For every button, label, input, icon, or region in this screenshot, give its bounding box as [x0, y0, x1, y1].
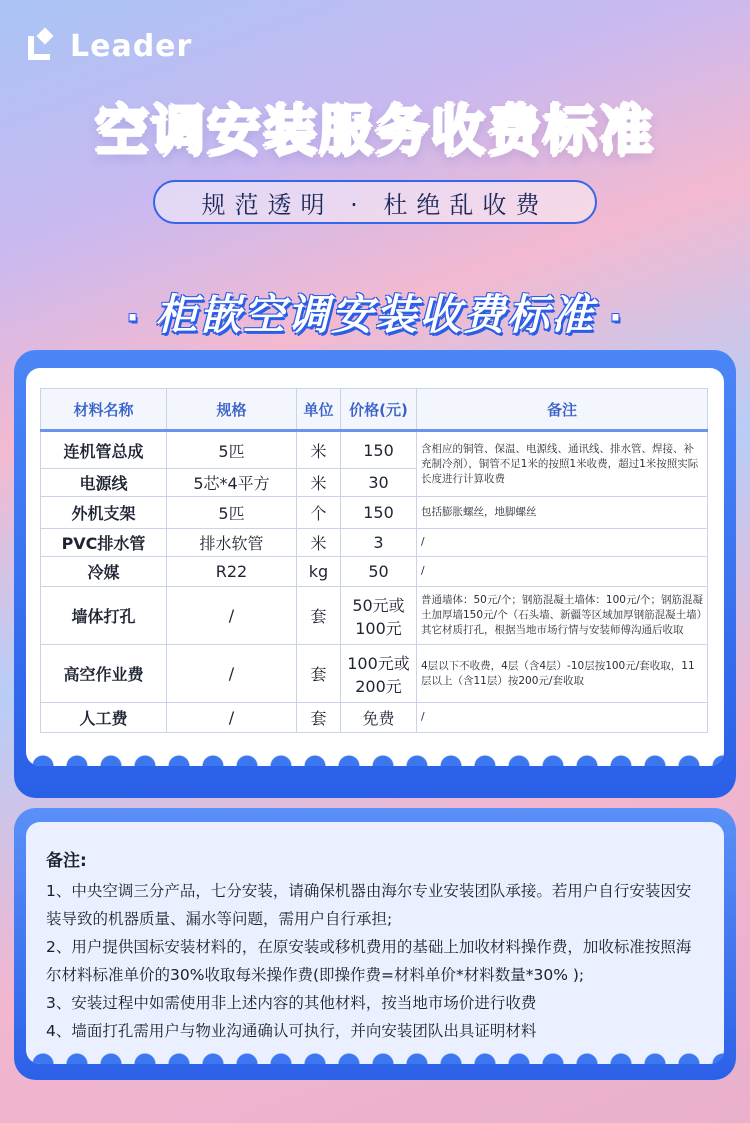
- cell-note: 普通墙体：50元/个；钢筋混凝土墙体：100元/个；钢筋混凝土加厚墙150元/个（石头墙、新疆等区域加厚钢筋混凝土墙）其它材质打孔，根据当地市场行情与安装师傅沟通后收取: [417, 587, 708, 645]
- table-row: [41, 431, 708, 469]
- cell-spec: 5芯*4平方: [167, 469, 297, 497]
- cell-unit: 套: [297, 587, 341, 645]
- brand-logo: [28, 28, 192, 64]
- scallop-border: [26, 742, 724, 766]
- cell-name: 连机管总成: [41, 431, 167, 469]
- col-header-note: 备注: [417, 389, 708, 431]
- cell-note: 包括膨胀螺丝，地脚螺丝: [417, 497, 708, 529]
- page-title: 空调安装服务收费标准: [95, 99, 655, 162]
- cell-note: /: [417, 529, 708, 557]
- cell-spec: R22: [167, 557, 297, 587]
- cell-price: 50元或100元: [341, 587, 417, 645]
- notes-card: [14, 808, 736, 1080]
- title-dot-left: ·: [126, 298, 141, 338]
- cell-unit: 套: [297, 703, 341, 733]
- table-row: [41, 497, 708, 529]
- note-item: 2、用户提供国标安装材料的，在原安装或移机费用的基础上加收材料操作费，加收标准按照海尔材料标准单价的30%收取每米操作费(即操作费=材料单价*材料数量*30% );: [46, 938, 692, 984]
- cell-name: 墙体打孔: [41, 587, 167, 645]
- leader-logo-icon: [28, 30, 62, 62]
- cell-price: 30: [341, 469, 417, 497]
- notes-heading: 备注:: [46, 851, 87, 871]
- fee-table-panel: [26, 368, 724, 766]
- cell-spec: 5匹: [167, 431, 297, 469]
- note-item: 3、安装过程中如需使用非上述内容的其他材料，按当地市场价进行收费: [46, 994, 537, 1012]
- notes-panel: [26, 822, 724, 1064]
- cell-name: PVC排水管: [41, 529, 167, 557]
- cell-price: 150: [341, 497, 417, 529]
- cell-unit: kg: [297, 557, 341, 587]
- section-title: [0, 282, 750, 342]
- cell-unit: 套: [297, 645, 341, 703]
- cell-name: 冷媒: [41, 557, 167, 587]
- table-header-row: [41, 389, 708, 431]
- cell-name: 高空作业费: [41, 645, 167, 703]
- title-dot-right: ·: [609, 298, 624, 338]
- table-row: [41, 645, 708, 703]
- cell-spec: /: [167, 587, 297, 645]
- cell-unit: 米: [297, 431, 341, 469]
- cell-note: /: [417, 703, 708, 733]
- note-item: 1、中央空调三分产品，七分安装，请确保机器由海尔专业安装团队承接。若用户自行安装因安装导致的机器质量、漏水等问题，需用户自行承担;: [46, 882, 692, 928]
- col-header-price: 价格(元): [341, 389, 417, 431]
- cell-name: 电源线: [41, 469, 167, 497]
- cell-unit: 个: [297, 497, 341, 529]
- table-row: [41, 703, 708, 733]
- cell-name: 人工费: [41, 703, 167, 733]
- cell-price: 100元或200元: [341, 645, 417, 703]
- note-item: 4、墙面打孔需用户与物业沟通确认可执行，并向安装团队出具证明材料: [46, 1022, 537, 1040]
- cell-price: 50: [341, 557, 417, 587]
- col-header-material: 材料名称: [41, 389, 167, 431]
- cell-price: 3: [341, 529, 417, 557]
- cell-price: 150: [341, 431, 417, 469]
- fee-table-card: [14, 350, 736, 798]
- cell-spec: /: [167, 645, 297, 703]
- cell-price: 免费: [341, 703, 417, 733]
- col-header-unit: 单位: [297, 389, 341, 431]
- table-row: [41, 557, 708, 587]
- cell-unit: 米: [297, 529, 341, 557]
- scallop-border: [26, 1040, 724, 1064]
- table-row: [41, 587, 708, 645]
- cell-name: 外机支架: [41, 497, 167, 529]
- cell-unit: 米: [297, 469, 341, 497]
- brand-name: Leader: [70, 28, 193, 64]
- cell-spec: 排水软管: [167, 529, 297, 557]
- cell-spec: 5匹: [167, 497, 297, 529]
- cell-spec: /: [167, 703, 297, 733]
- col-header-spec: 规格: [167, 389, 297, 431]
- cell-note: 含相应的铜管、保温、电源线、通讯线、排水管、焊接、补充制冷剂），铜管不足1米的按照1米收费，超过1米按照实际长度进行计算收费: [417, 431, 708, 497]
- section-title-text: 柜嵌空调安装收费标准: [154, 290, 595, 339]
- fee-table: [40, 388, 708, 733]
- table-row: [41, 529, 708, 557]
- cell-note: 4层以下不收费，4层（含4层）-10层按100元/套收取，11层以上（含11层）按200元/套收取: [417, 645, 708, 703]
- cell-note: /: [417, 557, 708, 587]
- slogan-badge: 规范透明 · 杜绝乱收费: [153, 180, 597, 224]
